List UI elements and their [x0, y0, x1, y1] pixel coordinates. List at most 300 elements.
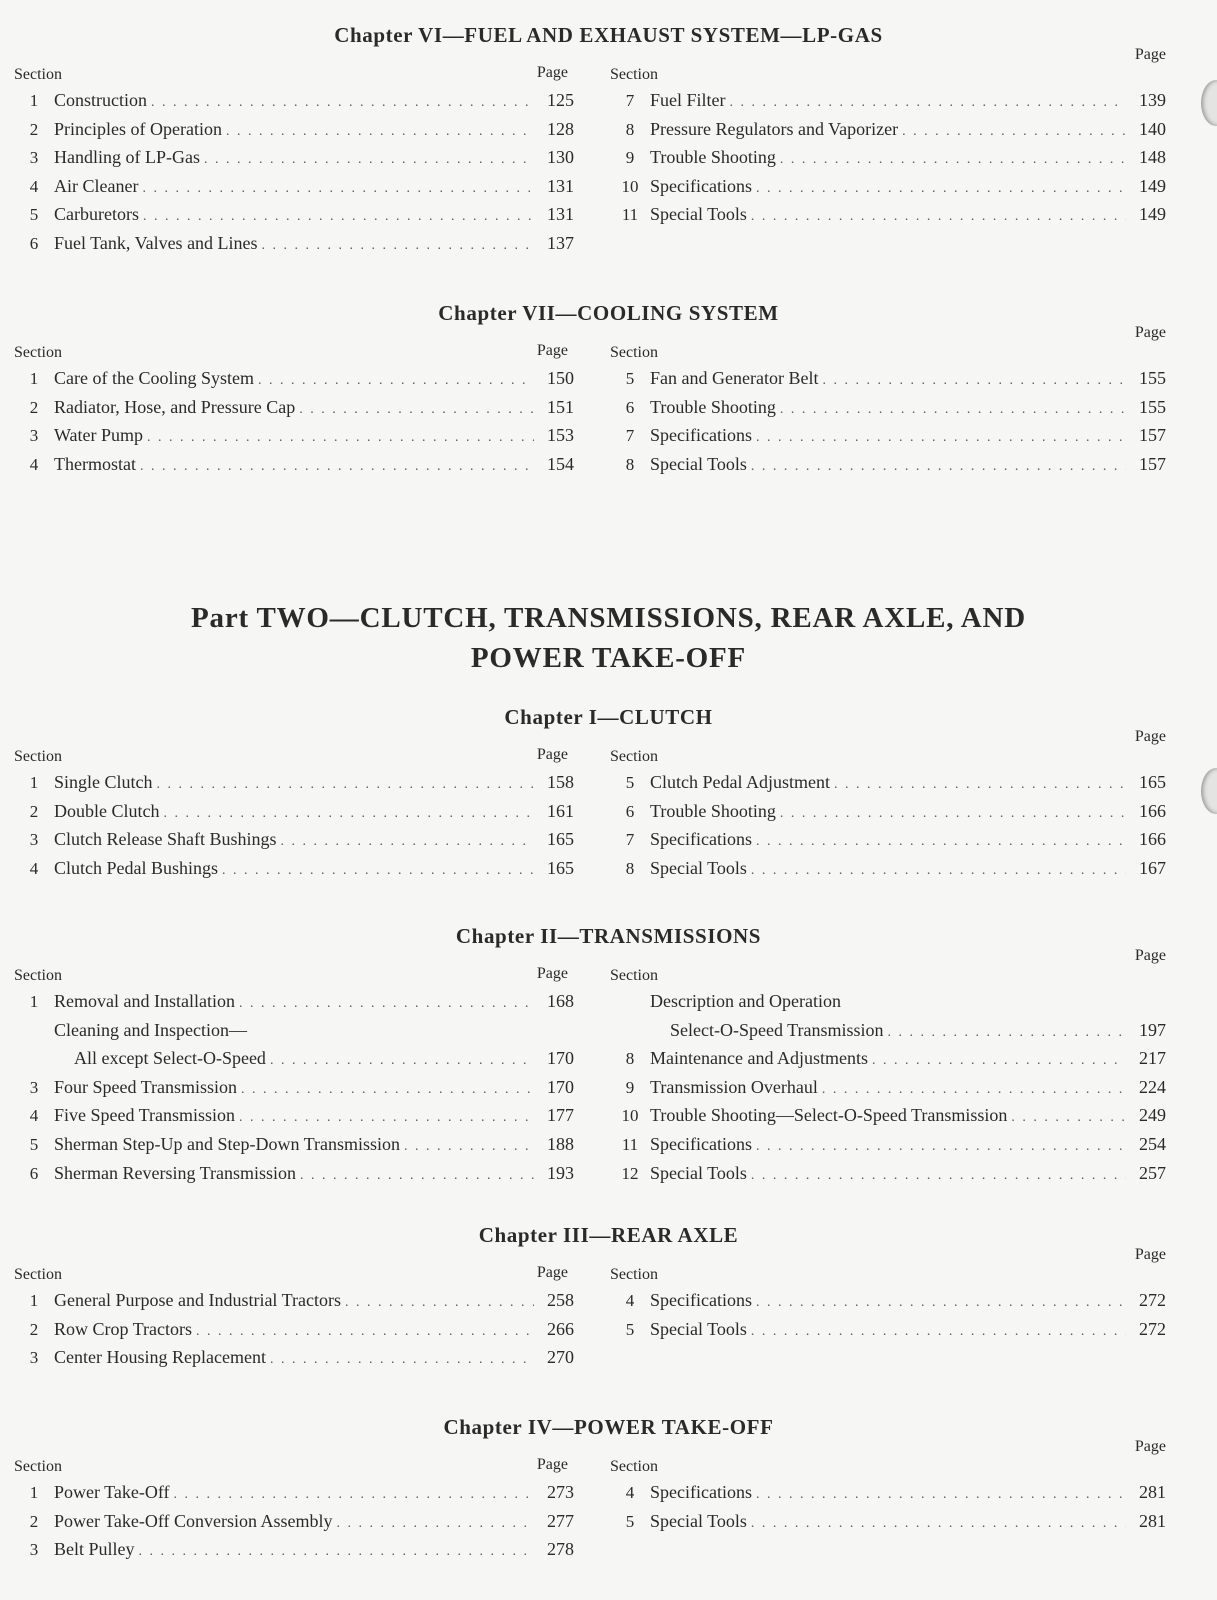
toc-entry [610, 90, 1166, 119]
page-number: 149 [1139, 175, 1166, 196]
column-header [14, 328, 574, 368]
section-number: 9 [625, 148, 635, 168]
page-number: 155 [1139, 368, 1166, 388]
dot-leader [756, 181, 1126, 197]
column-header [610, 46, 1166, 90]
section-title: Special Tools [650, 1162, 747, 1183]
dot-leader [143, 209, 534, 225]
column-header [14, 1250, 574, 1290]
right-column [610, 46, 1166, 233]
section-heading: Section [610, 1458, 658, 1475]
section-number: 2 [29, 1511, 39, 1531]
section-title: Sherman Reversing Transmission [54, 1162, 297, 1183]
page-number: 153 [547, 425, 574, 446]
column-header [610, 728, 1166, 772]
page-number: 165 [547, 829, 574, 850]
column-header [14, 732, 574, 772]
section-heading: Section [14, 344, 62, 361]
section-number: 10 [621, 176, 639, 196]
page-number: 125 [547, 90, 574, 110]
toc-entry [610, 1290, 1166, 1319]
dot-leader [780, 806, 1126, 822]
section-title: Description and Operation [650, 991, 841, 1011]
chapter-title: Chapter I—CLUTCH [504, 705, 713, 729]
toc-entry [14, 204, 574, 233]
page-heading: Page [536, 342, 568, 359]
page-number: 149 [1139, 204, 1166, 225]
section-title: Care of the Cooling System [54, 368, 254, 388]
right-column [610, 728, 1166, 886]
section-title: Four Speed Transmission [54, 1076, 238, 1097]
toc-entry [14, 858, 574, 887]
section-number: 8 [625, 1049, 635, 1069]
page-number: 154 [547, 453, 574, 474]
toc-entry [14, 147, 574, 176]
dot-leader [280, 834, 534, 850]
page-number: 266 [547, 1318, 574, 1339]
page-number: 277 [547, 1510, 574, 1531]
chapter-columns [0, 1246, 1217, 1368]
section-number: 3 [29, 1077, 39, 1097]
page-number: 177 [547, 1105, 574, 1126]
page-heading: Page [1134, 1246, 1166, 1263]
section-title: Special Tools [650, 857, 747, 878]
dot-leader [1011, 1110, 1126, 1126]
page-number: 151 [547, 396, 574, 417]
section-title: All except Select-O-Speed [74, 1048, 266, 1069]
section-number: 1 [29, 773, 39, 792]
section-heading: Section [610, 748, 658, 765]
toc-entry [610, 397, 1166, 426]
toc-entry [610, 425, 1166, 454]
section-number: 2 [29, 801, 39, 821]
page-heading: Page [536, 1456, 568, 1473]
page-number: 281 [1139, 1482, 1166, 1502]
dot-leader [157, 777, 535, 793]
section-number: 3 [29, 1348, 39, 1368]
section-title: Single Clutch [54, 772, 153, 792]
page-number: 157 [1139, 453, 1166, 474]
toc-entry [610, 1020, 1166, 1049]
section-title: Special Tools [650, 204, 747, 225]
section-title: Removal and Installation [54, 991, 235, 1011]
page-number: 249 [1139, 1105, 1166, 1126]
page-heading: Page [1134, 728, 1166, 745]
dot-leader [822, 1082, 1126, 1098]
chapter-columns [0, 728, 1217, 878]
column-header [610, 324, 1166, 368]
section-number: 1 [29, 1291, 39, 1310]
page-heading: Page [1134, 1438, 1166, 1455]
section-title: Fuel Filter [650, 90, 726, 110]
section-number: 5 [625, 773, 635, 792]
toc-entry [610, 368, 1166, 397]
section-number: 8 [625, 454, 635, 474]
toc-entry [14, 90, 574, 119]
chapter-columns [0, 324, 1217, 474]
toc-entry [610, 176, 1166, 205]
section-title: Special Tools [650, 1510, 747, 1531]
dot-leader [751, 1516, 1126, 1532]
dot-leader [270, 1053, 534, 1069]
page-number: 217 [1139, 1048, 1166, 1069]
dot-leader [300, 1168, 534, 1184]
page-number: 254 [1139, 1133, 1166, 1154]
section-number: 11 [621, 1134, 639, 1154]
dot-leader [780, 402, 1126, 418]
dot-leader [756, 834, 1126, 850]
page-number: 131 [547, 204, 574, 225]
column-header [610, 1438, 1166, 1482]
dot-leader [756, 430, 1126, 446]
toc-entry [14, 1290, 574, 1319]
toc-entry [14, 1077, 574, 1106]
page-number: 130 [547, 147, 574, 168]
toc-entry [14, 1482, 574, 1511]
page-number: 257 [1139, 1162, 1166, 1183]
dot-leader [222, 863, 534, 879]
right-column [610, 1246, 1166, 1347]
dot-leader [780, 152, 1126, 168]
section-title: Clutch Release Shaft Bushings [54, 829, 277, 850]
section-heading: Section [14, 1266, 62, 1283]
toc-entry [610, 1511, 1166, 1540]
section-title: Power Take-Off [54, 1482, 170, 1502]
section-number: 1 [29, 1483, 39, 1502]
dot-leader [730, 95, 1127, 111]
page-number: 139 [1139, 90, 1166, 110]
dot-leader [239, 1110, 534, 1126]
chapter-columns [0, 947, 1217, 1183]
toc-entry [610, 1077, 1166, 1106]
page-heading: Page [536, 64, 568, 81]
toc-entry [14, 829, 574, 858]
section-title: Specifications [650, 175, 752, 196]
section-title: Power Take-Off Conversion Assembly [54, 1510, 333, 1531]
section-title: Fuel Tank, Valves and Lines [54, 232, 258, 253]
chapter-title: Chapter IV—POWER TAKE-OFF [443, 1415, 774, 1439]
page-number: 170 [547, 1048, 574, 1069]
section-number: 8 [625, 858, 635, 878]
toc-entry [14, 425, 574, 454]
section-title: Handling of LP-Gas [54, 147, 200, 168]
toc-entry [14, 1539, 574, 1568]
dot-leader [142, 181, 534, 197]
section-title: Transmission Overhaul [650, 1076, 818, 1097]
part-two-title-line-2: POWER TAKE-OFF [470, 642, 747, 674]
page-number: 165 [547, 857, 574, 878]
section-title: Select-O-Speed Transmission [670, 1019, 884, 1040]
section-title: Specifications [650, 1482, 752, 1502]
section-title: Radiator, Hose, and Pressure Cap [54, 396, 296, 417]
section-heading: Section [610, 1266, 658, 1283]
section-number: 3 [29, 830, 39, 850]
page-number: 137 [547, 232, 574, 253]
section-number: 1 [29, 369, 39, 388]
dot-leader [345, 1295, 534, 1311]
chapter-title: Chapter III—REAR AXLE [478, 1223, 739, 1247]
section-title: Belt Pulley [54, 1539, 135, 1560]
page-number: 270 [547, 1347, 574, 1368]
page-number: 197 [1139, 1019, 1166, 1040]
page-number: 166 [1139, 829, 1166, 850]
page-number: 193 [547, 1162, 574, 1183]
section-title: Clutch Pedal Adjustment [650, 772, 830, 792]
chapter-iii-rear-axle [0, 1220, 1217, 1368]
section-number: 5 [29, 1134, 39, 1154]
toc-entry [610, 1134, 1166, 1163]
section-number: 2 [29, 119, 39, 139]
left-column [14, 951, 574, 1191]
dot-leader [822, 373, 1126, 389]
right-column [610, 324, 1166, 482]
toc-entry [14, 772, 574, 801]
section-number: 2 [29, 1319, 39, 1339]
dot-leader [258, 373, 534, 389]
section-title: Row Crop Tractors [54, 1318, 193, 1339]
dot-leader [164, 806, 535, 822]
dot-leader [751, 1324, 1126, 1340]
toc-entry [610, 858, 1166, 887]
toc-entry [14, 368, 574, 397]
section-number: 1 [29, 992, 39, 1011]
toc-entry [610, 1319, 1166, 1348]
page-number: 166 [1139, 800, 1166, 821]
column-header [14, 1442, 574, 1482]
chapter-i-clutch [0, 702, 1217, 878]
toc-entry [14, 1020, 574, 1049]
section-number: 4 [29, 858, 39, 878]
column-header [14, 50, 574, 90]
page-heading: Page [536, 746, 568, 763]
section-title: Carburetors [54, 204, 139, 225]
page-number: 165 [1139, 772, 1166, 792]
section-title: Fan and Generator Belt [650, 368, 819, 388]
dot-leader [751, 209, 1126, 225]
dot-leader [270, 1352, 534, 1368]
toc-entry [610, 772, 1166, 801]
page-number: 258 [547, 1290, 574, 1310]
dot-leader [751, 1168, 1126, 1184]
section-heading: Section [14, 66, 62, 83]
page-number: 278 [547, 1539, 574, 1560]
section-number: 1 [29, 91, 39, 110]
dot-leader [174, 1487, 534, 1503]
toc-entry [14, 119, 574, 148]
section-number: 5 [625, 1319, 635, 1339]
section-number: 8 [625, 119, 635, 139]
section-number: 12 [621, 1163, 639, 1183]
section-heading: Section [610, 344, 658, 361]
left-column [14, 328, 574, 482]
page-number: 167 [1139, 857, 1166, 878]
section-title: Special Tools [650, 1318, 747, 1339]
section-number: 4 [625, 1483, 635, 1502]
page-heading: Page [536, 965, 568, 982]
section-title: Specifications [650, 829, 752, 850]
section-number: 5 [625, 1511, 635, 1531]
chapter-title: Chapter II—TRANSMISSIONS [455, 924, 762, 948]
section-title: Double Clutch [54, 800, 160, 821]
toc-entry [14, 1048, 574, 1077]
chapter-vii [0, 298, 1217, 474]
dot-leader [404, 1139, 534, 1155]
section-number: 7 [625, 830, 635, 850]
dot-leader [902, 124, 1126, 140]
dot-leader [262, 238, 534, 254]
right-column [610, 947, 1166, 1191]
section-title: Special Tools [650, 453, 747, 474]
column-header [610, 1246, 1166, 1290]
dot-leader [226, 124, 534, 140]
page-number: 148 [1139, 147, 1166, 168]
section-number: 6 [29, 233, 39, 253]
section-number: 6 [29, 1163, 39, 1183]
dot-leader [147, 430, 534, 446]
section-title: Trouble Shooting [650, 147, 776, 168]
section-heading: Section [610, 967, 658, 984]
page-number: 128 [547, 118, 574, 139]
section-title: Water Pump [54, 425, 144, 446]
dot-leader [751, 863, 1126, 879]
section-title: General Purpose and Industrial Tractors [54, 1290, 341, 1310]
toc-entry [14, 1105, 574, 1134]
section-number: 11 [621, 205, 639, 225]
dot-leader [239, 996, 534, 1012]
toc-entry [14, 1163, 574, 1192]
toc-entry [610, 119, 1166, 148]
dot-leader [204, 152, 534, 168]
section-title: Thermostat [54, 453, 136, 474]
section-title: Clutch Pedal Bushings [54, 857, 219, 878]
toc-entry [14, 801, 574, 830]
section-title: Center Housing Replacement [54, 1347, 266, 1368]
toc-entry [610, 147, 1166, 176]
section-heading: Section [14, 1458, 62, 1475]
section-title: Trouble Shooting—Select-O-Speed Transmission [650, 1105, 1008, 1126]
section-number: 7 [625, 91, 635, 110]
left-column [14, 50, 574, 262]
left-column [14, 1442, 574, 1568]
page-number: 150 [547, 368, 574, 388]
section-number: 6 [625, 801, 635, 821]
dot-leader [196, 1324, 534, 1340]
toc-entry [14, 1134, 574, 1163]
chapter-columns [0, 46, 1217, 253]
toc-entry [14, 454, 574, 483]
dot-leader [756, 1487, 1126, 1503]
chapter-vi [0, 20, 1217, 253]
section-number: 5 [625, 369, 635, 388]
chapter-ii-transmissions [0, 921, 1217, 1183]
dot-leader [888, 1025, 1127, 1041]
right-column [610, 1438, 1166, 1539]
section-number: 3 [29, 426, 39, 446]
section-title: Specifications [650, 1290, 752, 1310]
binder-hole [1201, 768, 1217, 814]
section-title: Air Cleaner [54, 175, 139, 196]
toc-entry [14, 397, 574, 426]
dot-leader [834, 777, 1126, 793]
toc-entry [14, 176, 574, 205]
toc-entry [610, 991, 1166, 1020]
page-number: 161 [547, 800, 574, 821]
dot-leader [139, 1544, 535, 1560]
toc-entry [610, 1482, 1166, 1511]
toc-entry [14, 1319, 574, 1348]
binder-hole [1201, 80, 1217, 126]
section-number: 10 [621, 1106, 639, 1126]
toc-entry [610, 829, 1166, 858]
dot-leader [751, 459, 1126, 475]
section-title: Specifications [650, 1133, 752, 1154]
page-number: 158 [547, 772, 574, 792]
toc-entry [610, 801, 1166, 830]
section-title: Specifications [650, 425, 752, 446]
chapter-title: Chapter VI—FUEL AND EXHAUST SYSTEM—LP-GAS [334, 23, 883, 47]
section-number: 3 [29, 148, 39, 168]
dot-leader [241, 1082, 534, 1098]
dot-leader [756, 1139, 1126, 1155]
section-number: 9 [625, 1077, 635, 1097]
section-title: Maintenance and Adjustments [650, 1048, 868, 1069]
part-two-title-line-1: Part TWO—CLUTCH, TRANSMISSIONS, REAR AXLE, AND [191, 602, 1026, 634]
page-number: 168 [547, 991, 574, 1011]
section-title: Sherman Step-Up and Step-Down Transmission [54, 1133, 400, 1154]
section-number: 5 [29, 205, 39, 225]
column-header [610, 947, 1166, 991]
chapter-iv-power-take-off [0, 1412, 1217, 1560]
toc-entry [610, 454, 1166, 483]
page-heading: Page [1134, 324, 1166, 341]
section-number: 4 [625, 1291, 635, 1310]
section-number: 6 [625, 397, 635, 417]
page-number: 224 [1139, 1076, 1166, 1097]
left-column [14, 732, 574, 886]
toc-entry [14, 233, 574, 262]
page-number: 157 [1139, 425, 1166, 446]
page-heading: Page [1134, 46, 1166, 63]
dot-leader [756, 1295, 1126, 1311]
toc-entry [14, 1347, 574, 1376]
section-title: Construction [54, 90, 147, 110]
toc-entry [610, 1105, 1166, 1134]
section-number: 4 [29, 176, 39, 196]
section-heading: Section [14, 967, 62, 984]
page-number: 188 [547, 1133, 574, 1154]
dot-leader [337, 1516, 534, 1532]
toc-entry [610, 204, 1166, 233]
page-number: 281 [1139, 1510, 1166, 1531]
section-title: Pressure Regulators and Vaporizer [650, 118, 899, 139]
dot-leader [140, 459, 534, 475]
section-title: Principles of Operation [54, 118, 222, 139]
column-header [14, 951, 574, 991]
section-title: Trouble Shooting [650, 800, 776, 821]
section-heading: Section [610, 66, 658, 83]
dot-leader [151, 95, 534, 111]
toc-entry [610, 1048, 1166, 1077]
page-number: 272 [1139, 1318, 1166, 1339]
section-heading: Section [14, 748, 62, 765]
dot-leader [872, 1053, 1126, 1069]
section-title: Trouble Shooting [650, 396, 776, 417]
page-number: 131 [547, 175, 574, 196]
chapter-title: Chapter VII—COOLING SYSTEM [438, 301, 779, 325]
left-column [14, 1250, 574, 1376]
page-number: 272 [1139, 1290, 1166, 1310]
page-heading: Page [536, 1264, 568, 1281]
